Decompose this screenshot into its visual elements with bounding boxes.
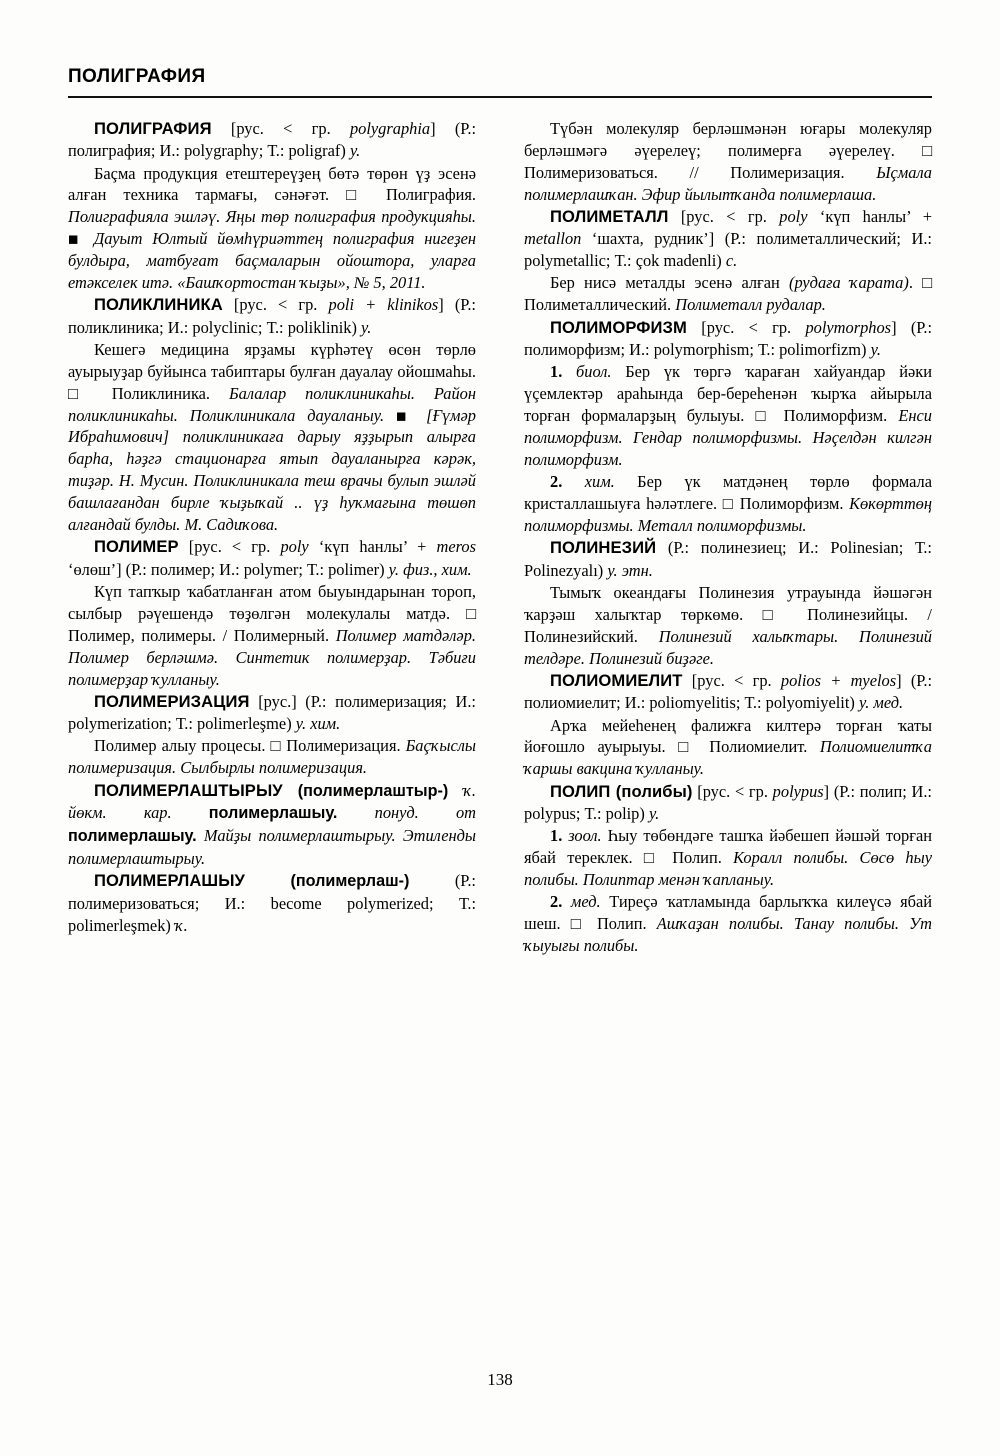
sense-number: 2. (550, 892, 563, 912)
definition-examples: Ыçмала полимерлашҡан. Эфир йылытҡанда полимерлаша. (524, 162, 932, 204)
entry-headword: ПОЛИМЕРИЗАЦИЯ (94, 691, 250, 711)
definition-text: Түбән молекуляр берләшмәнән юғары молекуляр берләшмәгә әүерелеү; полимерға әүерелеү. □ Полимеризоваться. // Полимеризация. (524, 119, 932, 182)
entry-definition (524, 715, 932, 781)
entry-translations: (Р.: полинезиец; И.: Polinesian; Т.: Polinezyalı) (524, 538, 932, 580)
sense-examples: Көкөрттөң полиморфизмы. Металл полиморфизмы. (524, 494, 932, 536)
entry-pos: у. мед. (858, 693, 904, 713)
dictionary-entry (524, 317, 932, 361)
definition-citation: Дауыт Юлтый йөмһүриәттең полиграфия нигеҙен булдыра, матбуғат баçмаларын ойоштора, уларға етәкселек итә. «Башҡортостан ҡыҙы», № 5, 2011. (68, 229, 476, 292)
sense-text: Тиреçә ҡатламында барлыҡҡа килеүсә ябай шеш. □ Полип. (524, 892, 932, 934)
dictionary-entry (68, 780, 476, 870)
definition-examples: Балалар поликлиникаһы. Район поликлиникаһы. Поликлиникала дауаланыу. (68, 383, 476, 425)
entry-headword: ПОЛИМЕТАЛЛ (550, 207, 669, 227)
entry-pos: у. хим. (295, 714, 341, 734)
entry-headword: ПОЛИП (полибы) (550, 781, 693, 801)
entry-headword: ПОЛИМОРФИЗМ (550, 317, 687, 337)
entry-headword: ПОЛИОМИЕЛИТ (550, 671, 683, 691)
entry-translations: ] (Р.: поликлиника; И.: polyclinic; Т.: poliklinik) (68, 295, 476, 337)
entry-definition (68, 339, 476, 536)
entry-pos: ҡ. (174, 915, 188, 935)
entry-translations: (Р.: полимеризоваться; И.: become polymerized; Т.: polimerleşmek) (68, 870, 476, 935)
entry-headword-variant: (полимерлаштыр-) (282, 781, 464, 800)
definition-text: Кешегә медицина ярҙамы күрһәтеү өсөн төрлө ауырыуҙар буйынса табиптары булған дауалау ойошмаһы. □ Поликлиника. (68, 339, 476, 403)
dictionary-entry (68, 691, 476, 735)
entry-translations: ] (Р.: полиморфизм; И.: polymorphism; Т.: polimorfizm) (524, 317, 932, 359)
entry-pos: у. физ., хим. (388, 559, 472, 579)
entry-etymology-source: polymorphos (805, 317, 892, 337)
entry-etymology-source: poli + klinikos (328, 295, 439, 315)
sense-examples: Коралл полибы. Сөсө һыу полибы. Полиптар менән ҡапланыу. (524, 848, 932, 890)
entry-pos: ҡ. йөкм. кар. (68, 780, 476, 823)
entry-sense (524, 471, 932, 537)
running-head: ПОЛИГРАФИЯ (68, 66, 206, 87)
definition-examples: Баçҡыслы полимеризация. Сылбырлы полимеризация. (68, 736, 476, 778)
entry-translations: ] (Р.: полиграфия; И.: polygraphy; Т.: poligraf) (68, 119, 477, 161)
entry-headword: ПОЛИМЕРЛАШЫУ (94, 870, 245, 890)
left-column (68, 118, 476, 1348)
entry-headword: ПОЛИГРАФИЯ (94, 119, 212, 138)
entry-etymology: [рус. < гр. (178, 537, 281, 557)
square-bullet-icon: ■ (68, 232, 85, 246)
entry-definition (68, 735, 476, 779)
entry-etymology-source: polypus (772, 781, 824, 801)
sense-number: 1. (550, 826, 563, 846)
definition-text-2: . □ Полиметаллический. (524, 273, 932, 315)
sense-examples: Ашҡаҙан полибы. Танау полибы. Ут ҡыуығы полибы. (524, 914, 932, 956)
entry-etymology: [рус. < гр. (211, 119, 350, 138)
entry-sense (524, 891, 932, 957)
definition-examples: Полиомиелитҡа ҡаршы вакцина ҡулланыу. (524, 737, 932, 779)
entry-etymology-source: polios + myelos (780, 671, 897, 691)
entry-headword: ПОЛИКЛИНИКА (94, 295, 223, 315)
definition-examples: Полимер матдәләр. Полимер берләшмә. Синтетик полимерҙар. Тәбиғи полимерҙар ҡулланыу. (68, 625, 476, 689)
entry-etymology-source: polygraphia (349, 119, 431, 138)
dictionary-entry (68, 294, 476, 338)
entry-etymology-source-2: metallon (524, 229, 582, 249)
sense-label: мед. (562, 892, 610, 912)
entry-translations: ‘өлөш’] (Р.: полимер; И.: polymer; Т.: polimer) (68, 559, 389, 579)
entry-crossref[interactable]: полимерлашыу. (68, 826, 197, 845)
entry-pos: у. (870, 339, 881, 359)
sense-text: Һыу төбөндәге ташҡа йәбешеп йәшәй торған ябай тереклек. □ Полип. (524, 826, 932, 868)
header-divider (68, 96, 932, 98)
entry-definition (68, 163, 476, 294)
entry-etymology: [рус. < гр. (682, 671, 781, 691)
definition-text: Баçма продукция етештереүҙең бөтә төрөн үҙ эсенә алған техника тармағы, сәнәғәт. □ Полиграфия. (68, 163, 476, 205)
definition-examples: Полиграфияла эшләү. Яңы төр полиграфия продукцияһы. (68, 207, 476, 227)
entry-sense (524, 361, 932, 470)
entry-etymology-gloss: ‘күп һанлы’ + (308, 537, 437, 557)
sense-number: 2. (550, 472, 563, 492)
sense-label: зоол. (562, 826, 608, 846)
definition-citation: [Ғүмәр Ибраһимович] поликлиникаға дарыу яҙҙырып алырға барһа, һәҙгә стационарға ятып дауаланырға кәрәк, тиҙәр. Н. Мусин. Поликлиникала теш врачы булып эшләй башлағандан бирле ҡыҙыҡай .. үҙ һуҡмағына төшөп алғандай булды. М. Садиҡова. (68, 405, 476, 535)
right-column (524, 118, 932, 1348)
definition-examples: Полиметалл рудалар. (675, 295, 826, 315)
dictionary-entry (68, 118, 476, 162)
entry-pos: у. этн. (607, 560, 653, 580)
entry-etymology: [рус. < гр. (692, 781, 773, 801)
sense-label: биол. (562, 362, 626, 382)
entry-pos: у. (361, 317, 372, 337)
entry-headword-variant: (полимерлаш-) (244, 871, 455, 890)
entry-grammar-note: понуд. от (337, 803, 476, 823)
entry-pos: с. (725, 251, 738, 271)
dictionary-entry (524, 537, 932, 581)
square-bullet-icon: ■ (396, 409, 415, 423)
sense-label: хим. (562, 472, 638, 492)
entry-sense (524, 825, 932, 891)
entry-headword: ПОЛИМЕРЛАШТЫРЫУ (94, 780, 283, 800)
entry-etymology: [рус. < гр. (686, 317, 806, 337)
definition-text: Тымыҡ океандағы Полинезия утрауында йәшәгән ҡарҙәш халыҡтар төркөмө. □ Полинезийцы. / Полинезийский. (524, 582, 932, 646)
entry-definition (68, 581, 476, 690)
entry-definition (524, 582, 932, 670)
entry-pos: у. (349, 141, 361, 161)
entry-etymology-gloss: ‘күп һанлы’ + (807, 207, 932, 227)
entry-headword: ПОЛИМЕР (94, 537, 179, 557)
entry-translations: ] (Р.: полип; И.: polypus; Т.: polip) (524, 781, 932, 823)
definition-examples: Майҙы полимерлаштырыу. Этиленды полимерлаштырыу. (68, 825, 476, 868)
entry-etymology-source-2: meros (436, 537, 476, 557)
definition-text: Бер нисә металды эсенә алған (550, 273, 789, 293)
entry-headword: ПОЛИНЕЗИЙ (550, 538, 657, 558)
entry-translations: ] (Р.: полиомиелит; И.: poliomyelitis; Т.: polyomiyelit) (524, 671, 933, 713)
definition-text: Полимер алыу процесы. □ Полимеризация. (94, 736, 406, 756)
entry-etymology: [рус. < гр. (222, 295, 329, 315)
page-number: 138 (487, 1370, 513, 1389)
dictionary-entry (68, 536, 476, 580)
dictionary-entry (68, 870, 476, 936)
sense-number: 1. (550, 362, 563, 382)
dictionary-entry (524, 781, 932, 825)
dictionary-entry (524, 206, 932, 272)
dictionary-entry (524, 670, 932, 714)
definition-examples: Полинезий халыҡтары. Полинезий телдәре. Полинезий биҙәге. (524, 626, 932, 668)
two-column-body (68, 118, 932, 1348)
sense-text: Бер үк төргә ҡараған хайуандар йәки үçемлектәр араһында бер-береһенән ҡырҡа айырыла торған формаларҙың булыуы. □ Полиморфизм. (524, 362, 932, 426)
entry-crossref[interactable]: полимерлашыу. (208, 804, 338, 823)
entry-etymology: [рус. < гр. (668, 207, 780, 227)
sense-text: Бер үк матдәнең төрлө формала кристаллашыуға һәләтлеге. □ Полиморфизм. (524, 472, 932, 514)
entry-pos: у. (648, 803, 660, 823)
definition-text: Күп тапҡыр ҡабатланған атом быуындарынан тороп, сылбыр рәүешендә төҙөлгән молекулалы матдә. □ Полимер, полимеры. / Полимерный. (68, 581, 476, 645)
entry-etymology-source: poly (280, 537, 309, 557)
entry-etymology-source: poly (779, 207, 808, 227)
definition-text: Арҡа мейеһенең фалижға килтерә торған ҡаты йоғошло ауырыуы. □ Полиомиелит. (524, 715, 932, 757)
entry-definition-continued (524, 118, 932, 206)
entry-translations: ‘шахта, рудник’] (Р.: полиметаллический; И.: polymetallic; Т.: çok madenli) (524, 229, 932, 271)
entry-definition (524, 272, 932, 316)
sense-examples: Енси полиморфизм. Гендар полиморфизмы. Нәçелдән килгән полиморфизм. (524, 406, 932, 469)
entry-translations: [рус.] (Р.: полимеризация; И.: polymerization; Т.: polimerleşme) (68, 691, 476, 734)
definition-qualifier: (рудаға ҡарата) (788, 273, 909, 293)
